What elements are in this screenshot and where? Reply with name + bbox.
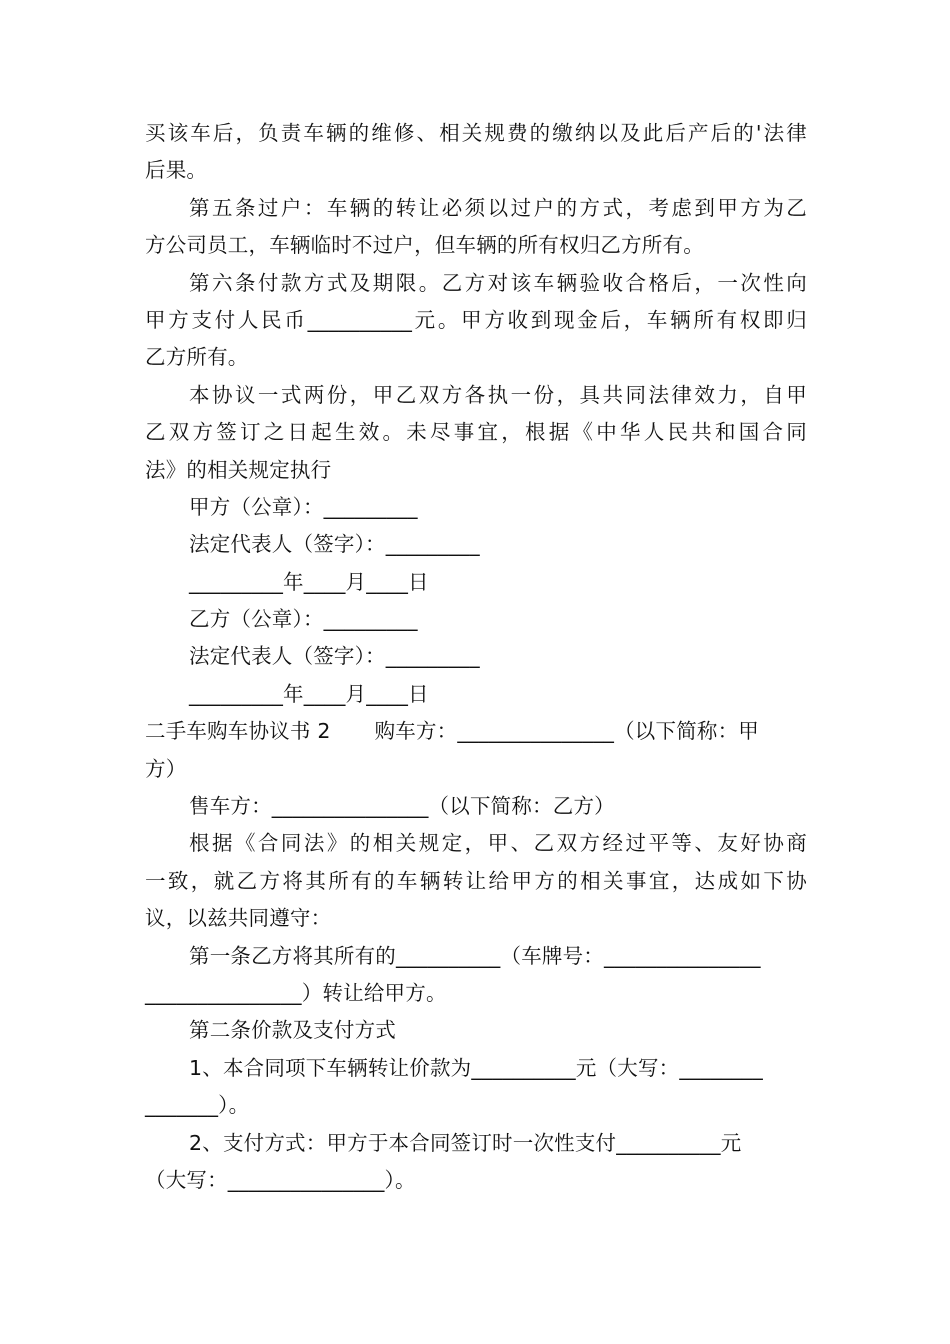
title-line bbox=[145, 713, 807, 750]
text-line: 方公司员工，车辆临时不过户，但车辆的所有权归乙方所有。 bbox=[145, 233, 704, 258]
signature-line: 乙方（公章）：_________ bbox=[189, 607, 418, 632]
text-line: 2、支付方式：甲方于本合同签订时一次性支付__________元 bbox=[189, 1130, 742, 1155]
text-line: 买该车后，负责车辆的维修、相关规费的缴纳以及此后产后的'法律 bbox=[145, 121, 807, 145]
text-line: 一致，就乙方将其所有的车辆转让给甲方的相关事宜，达成如下协 bbox=[145, 868, 807, 893]
signature-line: 甲方（公章）：_________ bbox=[189, 494, 418, 519]
document-page bbox=[145, 115, 807, 1199]
section-heading: 第二条价款及支付方式 bbox=[189, 1018, 396, 1043]
text-line: 甲方支付人民币__________元。甲方收到现金后，车辆所有权即归 bbox=[145, 307, 807, 332]
text-line: 法》的相关规定执行 bbox=[145, 457, 332, 482]
text-line: 议，以兹共同遵守： bbox=[145, 906, 332, 931]
date-line: _________年____月____日 bbox=[189, 681, 429, 706]
seller-field: 售车方：_______________（以下简称：乙方） bbox=[189, 794, 615, 819]
document-title: 二手车购车协议书 2 bbox=[145, 719, 331, 744]
text-line: 后果。 bbox=[145, 158, 208, 183]
text-line: 乙双方签订之日起生效。未尽事宜，根据《中华人民共和国合同 bbox=[145, 420, 807, 445]
text-line: 方） bbox=[145, 756, 187, 781]
text-line: （大写：_______________）。 bbox=[145, 1167, 416, 1192]
buyer-field: 购车方：_______________（以下简称：甲 bbox=[374, 719, 760, 744]
text-line: _______________）转让给甲方。 bbox=[145, 980, 447, 1005]
text-line: 第一条乙方将其所有的__________（车牌号：_______________ bbox=[189, 943, 761, 968]
text-line: 1、本合同项下车辆转让价款为__________元（大写：________ bbox=[189, 1055, 763, 1080]
text-line: 根据《合同法》的相关规定，甲、乙双方经过平等、友好协商 bbox=[189, 831, 807, 856]
text-line: 本协议一式两份，甲乙双方各执一份，具共同法律效力，自甲 bbox=[189, 382, 807, 407]
text-line: 第五条过户：车辆的转让必须以过户的方式，考虑到甲方为乙 bbox=[189, 195, 807, 220]
signature-line: 法定代表人（签字）：_________ bbox=[189, 644, 480, 669]
text-line: 第六条付款方式及期限。乙方对该车辆验收合格后，一次性向 bbox=[189, 270, 807, 295]
text-line: _______）。 bbox=[145, 1093, 250, 1118]
date-line: _________年____月____日 bbox=[189, 569, 429, 594]
signature-line: 法定代表人（签字）：_________ bbox=[189, 532, 480, 557]
text-line: 乙方所有。 bbox=[145, 345, 249, 370]
